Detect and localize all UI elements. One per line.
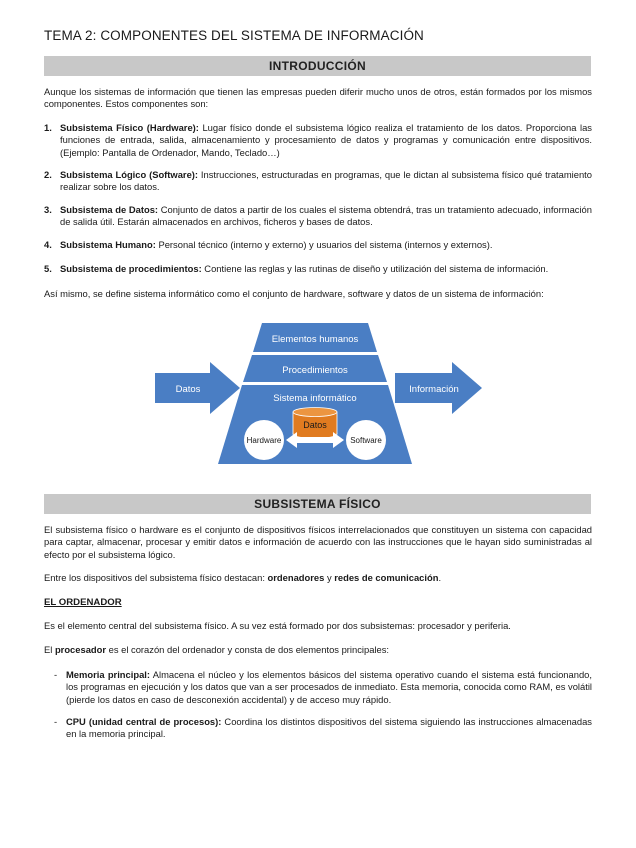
fisico-paragraph-1: El subsistema físico o hardware es el conjunto de dispositivos físicos interrelacionados que constituyen un sistema con capacidad para captar, almacenar, procesar y emitir datos e información de acuerdo con las instrucciones que le hayan sido suministradas al efecto por el subsistema lógico. [44,524,592,560]
text-span: y [324,572,335,583]
level1-label: Elementos humanos [271,334,359,345]
item-text: Personal técnico (interno y externo) y usuarios del sistema (internos y externos). [155,239,493,250]
arrow-in-label: Datos [175,384,201,395]
item-title: Subsistema de Datos: [60,204,159,215]
list-number: 1. [44,122,52,133]
procesador-paragraph [44,644,592,656]
ordenador-paragraph: Es el elemento central del subsistema físico. A su vez está formado por dos subsistemas: procesador y periferia. [44,620,511,631]
arrow-out-label: Información [409,384,459,395]
subheading-el-ordenador: EL ORDENADOR [44,597,122,608]
list-number: 4. [44,239,52,250]
list-number: 3. [44,204,52,215]
item-title: Subsistema Lógico (Software): [60,169,199,180]
level2-label: Procedimientos [282,365,348,376]
text-span: . [438,572,442,583]
item-title: Subsistema Físico (Hardware): [60,122,199,133]
item-title: Memoria principal: [66,669,151,680]
level3-label: Sistema informático [273,393,357,404]
item-title: CPU (unidad central de procesos): [66,716,222,727]
text-span: es el corazón del ordenador y consta de dos elementos principales: [106,644,389,655]
item-text: Coordina los distintos dispositivos del sistema siguiendo las instrucciones almacenadas en la memoria principal. [66,716,592,740]
sistema-informatico-diagram [150,318,485,468]
list-number: 5. [44,263,52,274]
text-span: Entre los dispositivos del subsistema físico destacan: [44,572,268,583]
datos-cylinder-label: Datos [303,420,327,430]
hardware-label: Hardware [246,436,282,445]
item-title: Subsistema de procedimientos: [60,263,202,274]
dash-bullet: - [54,669,58,680]
bold-redes: redes de comunicación [334,572,439,583]
item-text: Conjunto de datos a partir de los cuales el sistema obtendrá, tras un tratamiento adecuado, información de salida útil. Estarán almacenados en archivos, ficheros y bases de datos. [60,204,592,228]
section-header-introduccion: INTRODUCCIÓN [44,56,591,76]
item-title: Subsistema Humano: [60,239,156,250]
document-title: TEMA 2: COMPONENTES DEL SISTEMA DE INFORMACIÓN [44,28,424,43]
item-text: Almacena el núcleo y los elementos básicos del sistema operativo cuando el sistema está funcionando, los programas en ejecución y los datos que van a ser procesados de inmediato. Esta memoria, conocida como RAM, es volátil (pierde los datos en caso de desconexión accidental) y de acceso muy rápido. [66,669,592,705]
item-text: Instrucciones, estructuradas en programas, que le dictan al subsistema físico qué tratamiento realizar sobre los datos. [60,169,592,193]
list-number: 2. [44,169,52,180]
bold-procesador: procesador [54,644,107,655]
item-text: Contiene las reglas y las rutinas de diseño y utilización del sistema de información. [201,263,549,274]
section-header-subsistema-fisico: SUBSISTEMA FÍSICO [44,494,591,514]
software-label: Software [350,436,382,445]
sistema-informatico-paragraph: Así mismo, se define sistema informático como el conjunto de hardware, software y datos de un sistema de información: [44,288,544,299]
intro-paragraph: Aunque los sistemas de información que tienen las empresas pueden diferir mucho unos de otros, están formados por los mismos componentes. Estos componentes son: [44,86,592,110]
text-span: El [44,644,55,655]
fisico-paragraph-2 [44,572,592,584]
bold-ordenadores: ordenadores [267,572,325,583]
item-text: Lugar físico donde el subsistema lógico realiza el tratamiento de los datos. Proporciona las funciones de entrada, salida, almacenamiento y procesamiento de datos y programas y comunicación entre dispositivos. (Ejemplo: Pantalla de Ordenador, Mando, Teclado…) [60,122,592,158]
dash-bullet: - [54,716,58,727]
